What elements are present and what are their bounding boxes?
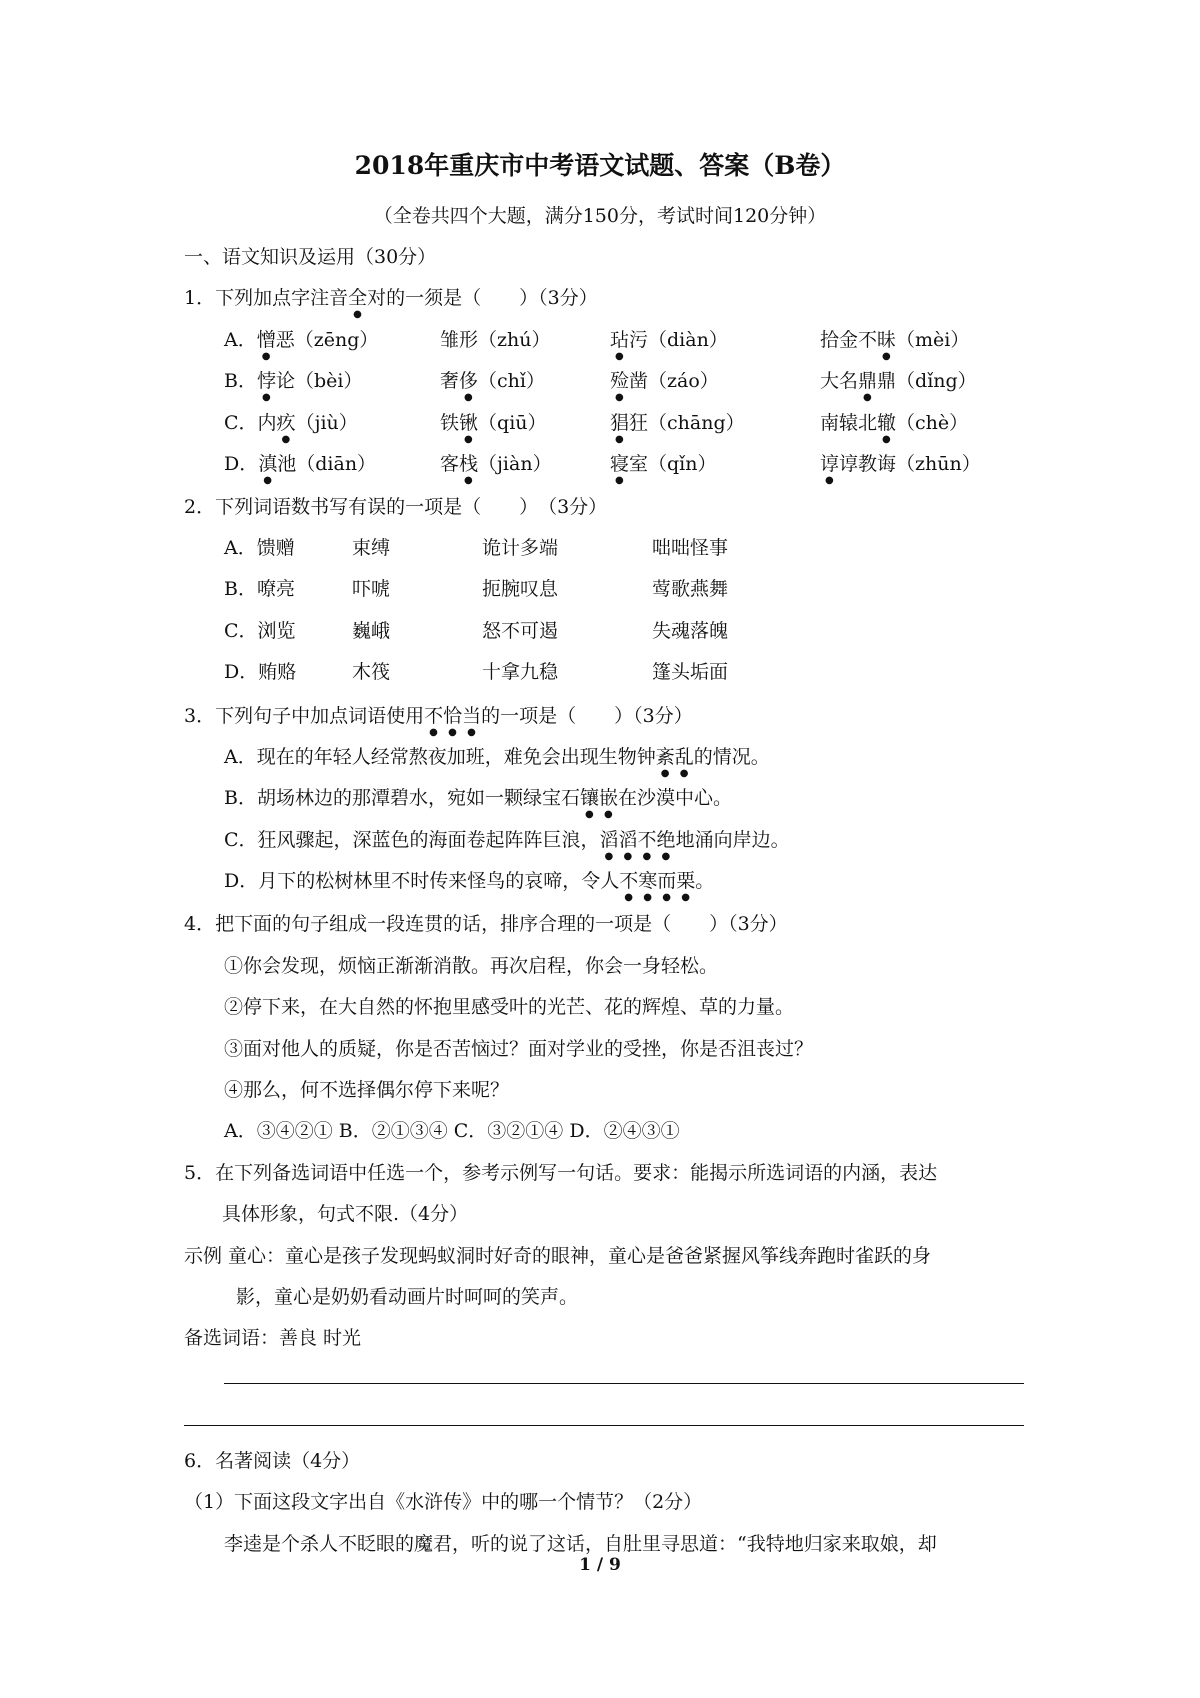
option-text: 室（qǐn） (629, 453, 717, 475)
document-subtitle: （全卷共四个大题，满分150分，考试时间120分钟） (373, 205, 827, 227)
option-text: 雏形（zhú） (440, 329, 551, 351)
answer-line[interactable] (224, 1383, 1024, 1384)
q4-sentence: ①你会发现，烦恼正渐渐消散。再次启程，你会一身轻松。 (224, 955, 719, 977)
q2-word: 诡计多端 (482, 537, 559, 559)
option-text: （qiū） (478, 412, 547, 434)
q1-option-item (440, 452, 552, 486)
q1-option-item (820, 328, 969, 362)
q1-option-item (224, 411, 358, 445)
q5-stem: 5．在下列备选词语中任选一个，参考示例写一句话。要求：能揭示所选词语的内涵，表达 (184, 1162, 938, 1184)
dotted-char: 疚 (276, 412, 296, 434)
q1-option-item (610, 328, 728, 362)
q1-option-item (820, 369, 977, 403)
option-text: 南辕北 (820, 412, 878, 434)
q2-word: 莺歌燕舞 (652, 578, 729, 600)
q2-word: 十拿九稳 (482, 661, 559, 683)
q1-option-item (440, 328, 550, 362)
q2-word: B．嘹亮 (224, 578, 295, 600)
q2-word: 篷头垢面 (652, 661, 729, 683)
dotted-char: 憎 (256, 329, 276, 351)
option-text: C．狂风骤起，深蓝色的海面卷起阵阵巨浪， (224, 829, 600, 851)
q2-word: A．馈赠 (224, 537, 295, 559)
dotted-char: 栈 (459, 453, 479, 475)
option-text: C．内 (224, 412, 277, 434)
q2-word: 怒不可遏 (482, 620, 559, 642)
q1-option-item (610, 369, 719, 403)
option-text: 地涌向岸边。 (675, 829, 790, 851)
q2-word: C．浏览 (224, 620, 296, 642)
page-number: 1 / 9 (579, 1555, 621, 1575)
section-heading: 一、语文知识及运用（30分） (184, 246, 437, 268)
dotted-char: 悖 (256, 370, 276, 392)
option-text: 鼎（dǐng） (877, 370, 977, 392)
q1-option-item (610, 452, 717, 486)
q1-stem: 1．下列加点字注音全对的一须是（ ）（3分） (184, 287, 598, 309)
q3-option (224, 786, 732, 820)
q5-example: 示例 童心：童心是孩子发现蚂蚁洞时好奇的眼神，童心是爸爸紧握风筝线奔跑时雀跃的身 (184, 1245, 932, 1267)
q4-sentence: ④那么，何不选择偶尔停下来呢？ (224, 1079, 510, 1101)
q3-option (224, 869, 714, 903)
option-text: 论（bèi） (275, 370, 363, 392)
q5-example-cont: 影，童心是奶奶看动画片时呵呵的笑声。 (236, 1286, 579, 1308)
q6-stem: 6．名著阅读（4分） (184, 1450, 361, 1472)
dotted-phrase: 不寒而栗 (619, 870, 696, 892)
dotted-phrase: 滔滔不绝 (599, 829, 676, 851)
q1-option-item (440, 411, 547, 445)
q3-option (224, 745, 770, 779)
option-text: B．胡场林边的那潭碧水，宛如一颗绿宝石 (224, 787, 580, 809)
dotted-phrase: 紊乱 (655, 746, 694, 768)
q1-option-item (224, 452, 376, 486)
answer-line[interactable] (184, 1425, 1024, 1426)
q4-sentence: ②停下来，在大自然的怀抱里感受叶的光芒、花的辉煌、草的力量。 (224, 996, 795, 1018)
option-text: 的情况。 (693, 746, 770, 768)
option-text: 奢 (440, 370, 460, 392)
option-text: 。 (695, 870, 715, 892)
q2-word: 失魂落魄 (652, 620, 729, 642)
q2-word: D．贿赂 (224, 661, 297, 683)
q1-option-item (610, 411, 745, 445)
option-text: 在沙漠中心。 (617, 787, 732, 809)
q1-option-item (440, 369, 545, 403)
q4-sentence: ③面对他人的质疑，你是否苦恼过？面对学业的受挫，你是否沮丧过？ (224, 1038, 814, 1060)
q6-subquestion: （1）下面这段文字出自《水浒传》中的哪一个情节？（2分） (184, 1491, 703, 1513)
option-text: D．月下的松树林里不时传来怪鸟的哀啼，令人 (224, 870, 620, 892)
q2-word: 木筏 (352, 661, 391, 683)
document-title: 2018年重庆市中考语文试题、答案（B卷） (354, 151, 846, 180)
option-text: A．现在的年轻人经常熬夜加班，难免会出现生物钟 (224, 746, 656, 768)
q1-option-item (820, 452, 981, 486)
option-text: 谆教诲（zhūn） (839, 453, 981, 475)
q3-stem: 3．下列句子中加点词语使用不恰当的一项是（ ）（3分） (184, 705, 693, 727)
q1-option-item (820, 411, 968, 445)
dotted-char: 玷 (610, 329, 630, 351)
option-text: B． (224, 370, 257, 392)
q2-word: 吓唬 (352, 578, 391, 600)
q3-option (224, 828, 790, 862)
option-text: （chè） (896, 412, 969, 434)
option-text: 客 (440, 453, 460, 475)
option-text: 凿（záo） (629, 370, 719, 392)
dotted-char: 滇 (258, 453, 278, 475)
dotted-char: 侈 (459, 370, 479, 392)
q2-word: 咄咄怪事 (652, 537, 729, 559)
q5-stem-cont: 具体形象，句式不限.（4分） (222, 1203, 469, 1225)
q4-stem: 4．把下面的句子组成一段连贯的话，排序合理的一项是（ ）（3分） (184, 913, 788, 935)
dotted-char: 昧 (877, 329, 897, 351)
option-text: 大名 (820, 370, 859, 392)
q2-word: 巍峨 (352, 620, 391, 642)
dotted-char: 猖 (610, 412, 630, 434)
dotted-char: 辙 (877, 412, 897, 434)
q2-word: 束缚 (352, 537, 391, 559)
dotted-char: 鼎 (858, 370, 878, 392)
q1-option-item (224, 369, 362, 403)
option-text: （mèi） (896, 329, 970, 351)
option-text: （chǐ） (478, 370, 545, 392)
option-text: 拾金不 (820, 329, 878, 351)
dotted-char: 锹 (459, 412, 479, 434)
option-text: 污（diàn） (629, 329, 728, 351)
option-text: A． (224, 329, 257, 351)
q4-options: A．③④②① B．②①③④ C．③②①④ D．②④③① (224, 1120, 680, 1142)
option-text: （jiù） (295, 412, 358, 434)
dotted-phrase: 镶嵌 (579, 787, 618, 809)
dotted-char: 殓 (610, 370, 630, 392)
q5-candidate-words: 备选词语：善良 时光 (184, 1327, 362, 1349)
q1-option-item (224, 328, 378, 362)
option-text: （jiàn） (478, 453, 552, 475)
option-text: D． (224, 453, 259, 475)
q6-passage: 李逵是个杀人不眨眼的魔君，听的说了这话，自肚里寻思道：“我特地归家来取娘，却 (224, 1533, 937, 1555)
option-text: 铁 (440, 412, 460, 434)
q2-stem: 2．下列词语数书写有误的一项是（ ） （3分） (184, 496, 608, 518)
q2-word: 扼腕叹息 (482, 578, 559, 600)
option-text: 恶（zēng） (275, 329, 379, 351)
option-text: 狂（chāng） (629, 412, 745, 434)
dotted-char: 寝 (610, 453, 630, 475)
dotted-char: 谆 (820, 453, 840, 475)
option-text: 池（diān） (277, 453, 377, 475)
